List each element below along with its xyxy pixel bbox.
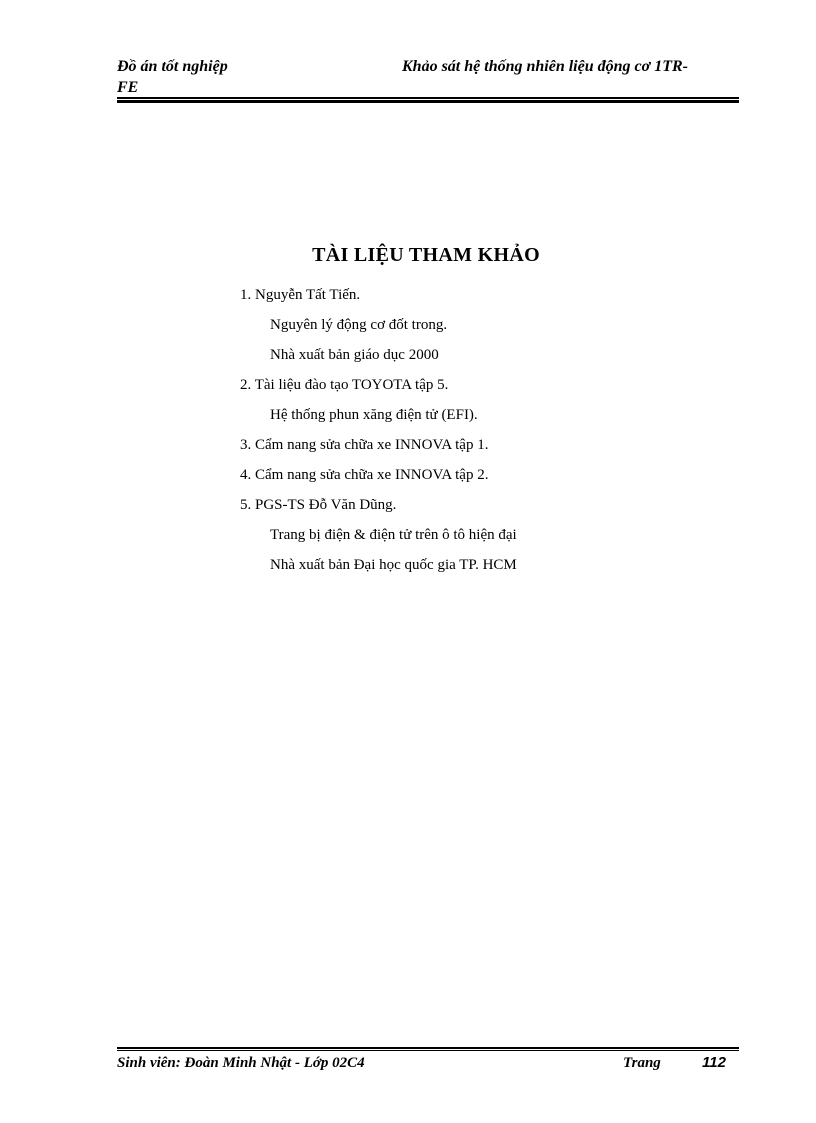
header-thesis-label: Đồ án tốt nghiệp	[117, 58, 228, 75]
footer-page-label: Trang	[623, 1055, 661, 1071]
reference-list	[240, 280, 517, 580]
header-rule-thick	[117, 100, 739, 103]
footer-rule-thin	[117, 1047, 739, 1049]
reference-item: 3. Cẩm nang sửa chữa xe INNOVA tập 1.	[240, 437, 489, 453]
footer-student-info: Sinh viên: Đoàn Minh Nhật - Lớp 02C4	[117, 1055, 365, 1071]
footer-rule-hairline	[117, 1050, 739, 1051]
reference-detail-line: Nhà xuất bản giáo dục 2000	[270, 347, 439, 363]
reference-item: 4. Cẩm nang sửa chữa xe INNOVA tập 2.	[240, 467, 489, 483]
page-title: TÀI LIỆU THAM KHẢO	[312, 244, 540, 266]
header-rule-thin	[117, 97, 739, 99]
header-thesis-topic-continued: FE	[117, 79, 139, 96]
reference-detail-line: Nhà xuất bản Đại học quốc gia TP. HCM	[270, 557, 517, 573]
header-thesis-topic: Khảo sát hệ thống nhiên liệu động cơ 1TR-	[402, 58, 688, 75]
reference-detail-line: Trang bị điện & điện tử trên ô tô hiện đại	[270, 527, 517, 543]
footer-page-number: 112	[702, 1054, 726, 1071]
reference-detail-line: Hệ thống phun xăng điện tử (EFI).	[270, 407, 478, 423]
reference-item: 1. Nguyễn Tất Tiến.	[240, 287, 361, 303]
reference-item: 5. PGS-TS Đỗ Văn Dũng.	[240, 497, 397, 513]
reference-detail-line: Nguyên lý động cơ đốt trong.	[270, 317, 448, 333]
reference-item: 2. Tài liệu đào tạo TOYOTA tập 5.	[240, 377, 449, 393]
